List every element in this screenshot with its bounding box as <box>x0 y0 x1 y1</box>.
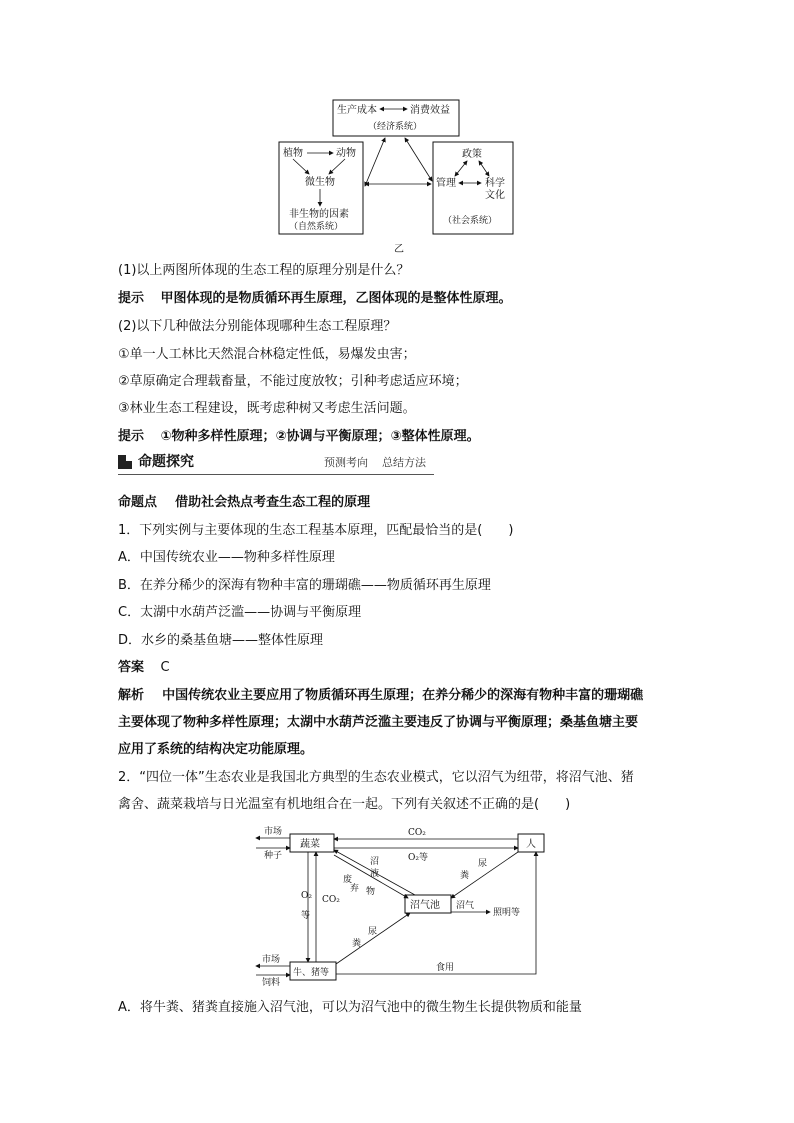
q2-hint-text: ①物种多样性原理；②协调与平衡原理；③整体性原理。 <box>160 429 480 444</box>
econ-left-label: 生产成本 <box>337 105 377 116</box>
p1-option-c: C．太湖中水葫芦泛滥——协调与平衡原理 <box>118 605 362 620</box>
topic-tag: 命题点 <box>118 495 158 510</box>
q2-item-2: ②草原确定合理载畜量，不能过度放牧；引种考虑适应环境； <box>118 374 468 389</box>
p1-answer-tag: 答案 <box>118 660 145 675</box>
market-label-bottom: 市场 <box>262 955 281 965</box>
qi-char: 弃 <box>350 884 360 894</box>
niao-char-top: 尿 <box>478 859 488 869</box>
p1-option-d: D．水乡的桑基鱼塘——整体性原理 <box>118 633 324 648</box>
veg-label: 蔬菜 <box>300 839 320 850</box>
wu-char: 物 <box>366 887 376 897</box>
section-rule <box>118 474 434 475</box>
q2-question: (2)以下几种做法分别能体现哪种生态工程原理？ <box>118 319 397 334</box>
microbe-label: 微生物 <box>305 177 335 188</box>
section-right-1: 预测考向 <box>324 456 368 469</box>
o2-etc-label: O₂等 <box>408 853 428 863</box>
nature-caption: （自然系统） <box>289 222 344 232</box>
section-right-2: 总结方法 <box>382 456 426 469</box>
lighting-label: 照明等 <box>493 908 521 918</box>
cattle-label: 牛、猪等 <box>293 968 330 978</box>
deng-char: 等 <box>301 911 311 921</box>
ye-char: 液 <box>370 869 380 879</box>
p1-analysis-1: 中国传统农业主要应用了物质循环再生原理；在养分稀少的深海有物种丰富的珊瑚礁 <box>162 688 644 703</box>
q1-hint-tag: 提示 <box>118 291 145 306</box>
social-caption: （社会系统） <box>443 216 498 226</box>
p1-answer: C <box>160 660 170 675</box>
diagram-four-in-one <box>250 822 550 990</box>
plant-label: 植物 <box>283 148 303 159</box>
co2-label-vert: CO₂ <box>322 895 340 905</box>
diagram-yi-label: 乙 <box>394 244 404 255</box>
topic-row <box>118 494 370 512</box>
market-label-top: 市场 <box>264 827 283 837</box>
policy-label: 政策 <box>462 149 482 160</box>
zhao-char: 沼 <box>370 857 380 867</box>
human-label: 人 <box>526 839 536 850</box>
fen-char-top: 粪 <box>460 871 470 881</box>
q1-question: (1)以上两图所体现的生态工程的原理分别是什么？ <box>118 263 410 278</box>
p1-option-a: A．中国传统农业——物种多样性原理 <box>118 550 335 565</box>
p1-analysis-2: 主要体现了物种多样性原理；太湖中水葫芦泛滥主要违反了协调与平衡原理；桑基鱼塘主要 <box>118 715 639 730</box>
feed-label: 饲料 <box>262 978 281 988</box>
p1-answer-row <box>118 659 170 677</box>
q2-item-3: ③林业生态工程建设，既考虑种树又考虑生活问题。 <box>118 401 416 416</box>
p2-option-a: A．将牛粪、猪粪直接施入沼气池，可以为沼气池中的微生物生长提供物质和能量 <box>118 1000 582 1015</box>
section-header <box>118 452 434 474</box>
q2-hint-tag: 提示 <box>118 429 145 444</box>
p1-option-b: B．在养分稀少的深海有物种丰富的珊瑚礁——物质循环再生原理 <box>118 578 491 593</box>
topic-text: 借助社会热点考查生态工程的原理 <box>175 495 371 510</box>
q2-hint-row <box>118 428 480 446</box>
abiotic-label: 非生物的因素 <box>289 209 349 220</box>
section-title: 命题探究 <box>138 454 194 470</box>
econ-right-label: 消费效益 <box>410 105 450 116</box>
niao-char-bottom: 尿 <box>368 927 378 937</box>
food-label: 食用 <box>436 963 455 973</box>
q1-hint-text: 甲图体现的是物质循环再生原理，乙图体现的是整体性原理。 <box>160 291 512 306</box>
culture-label: 文化 <box>485 190 505 201</box>
biogas-label: 沼气池 <box>410 900 440 911</box>
p2-stem-1: 2．“四位一体”生态农业是我国北方典型的生态农业模式，它以沼气为纽带，将沼气池、猪 <box>118 770 634 785</box>
o2-label-vert: O₂ <box>301 891 312 901</box>
diagram-yi <box>275 96 520 256</box>
p1-stem: 1．下列实例与主要体现的生态工程基本原理，匹配最恰当的是( ) <box>118 523 514 538</box>
animal-label: 动物 <box>336 148 356 159</box>
p1-analysis-row-1 <box>118 687 643 705</box>
management-label: 管理 <box>436 178 456 189</box>
econ-caption: （经济系统） <box>368 122 423 132</box>
fen-char-bottom: 粪 <box>352 939 362 949</box>
science-label: 科学 <box>485 178 505 189</box>
zhaoqi-label: 沼气 <box>456 901 475 911</box>
co2-label-top: CO₂ <box>408 828 426 838</box>
seed-label: 种子 <box>264 851 283 861</box>
fei-char: 废 <box>343 875 353 885</box>
p1-analysis-tag: 解析 <box>118 688 145 703</box>
section-square-icon-cut <box>126 455 132 461</box>
q2-item-1: ①单一人工林比天然混合林稳定性低，易爆发虫害； <box>118 347 416 362</box>
p2-stem-2: 禽舍、蔬菜栽培与日光温室有机地组合在一起。下列有关叙述不正确的是( ) <box>118 797 571 812</box>
q1-hint-row <box>118 290 512 308</box>
p1-analysis-3: 应用了系统的结构决定功能原理。 <box>118 742 314 757</box>
